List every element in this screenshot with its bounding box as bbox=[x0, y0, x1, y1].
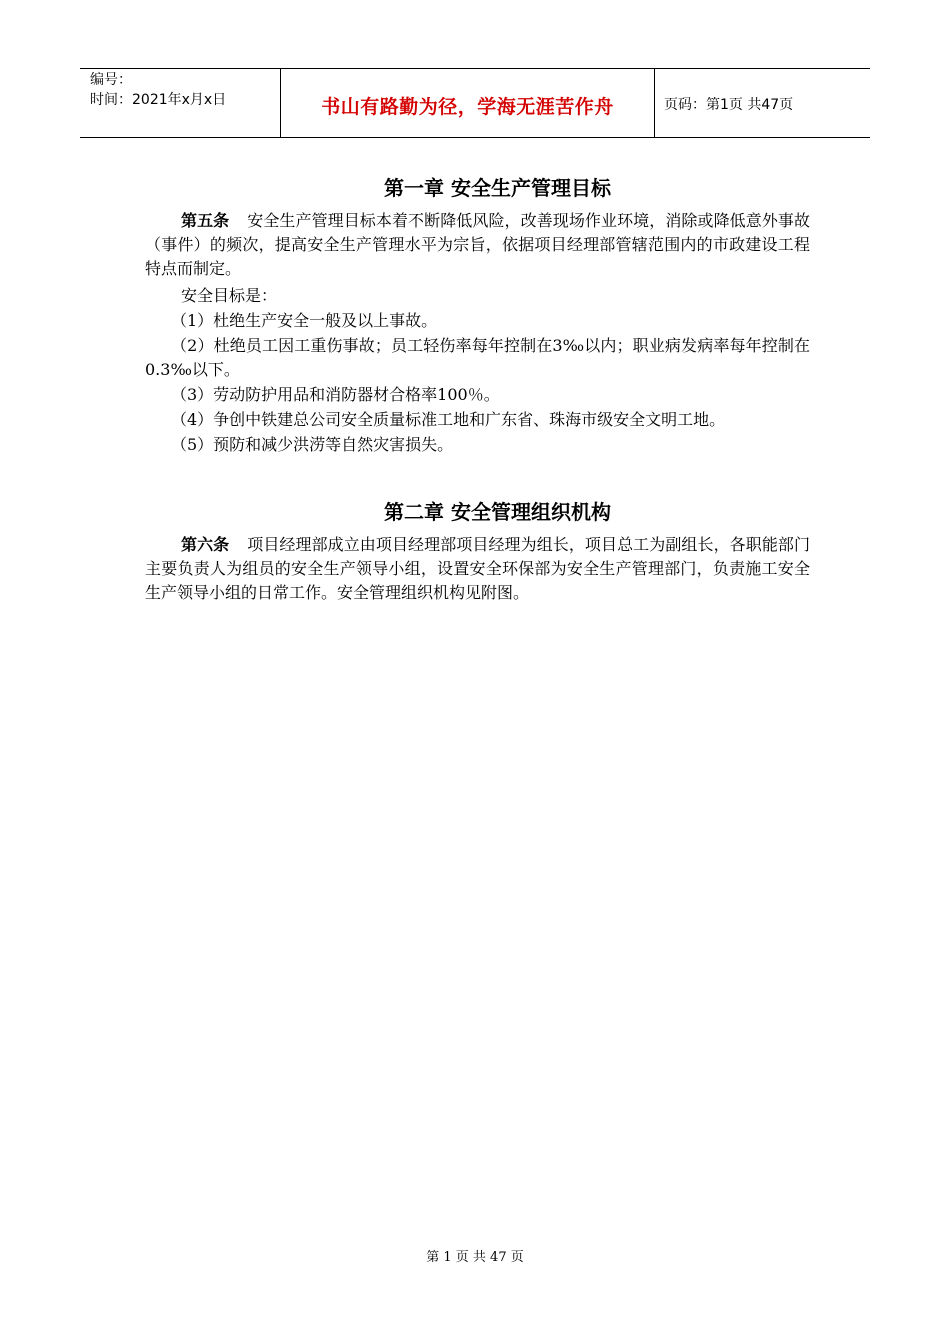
article-6-text: 项目经理部成立由项目经理部项目经理为组长，项目总工为副组长，各职能部门主要负责人为组员的安全生产领导小组，设置安全环保部为安全生产管理部门，负责施工安全生产领导小组的日常工作。安全管理组织机构见附图。 bbox=[145, 535, 810, 602]
page-header bbox=[80, 68, 870, 138]
chapter-2-title: 第二章 安全管理组织机构 bbox=[384, 500, 611, 524]
header-page-cell bbox=[654, 69, 870, 137]
page-footer: 第 1 页 共 47 页 bbox=[426, 1250, 524, 1265]
goal-4: （4）争创中铁建总公司安全质量标准工地和广东省、珠海市级安全文明工地。 bbox=[171, 410, 726, 429]
header-page-info: 页码：第1页 共47页 bbox=[664, 97, 794, 113]
article-5-paragraph bbox=[145, 209, 810, 281]
goal-2: （2）杜绝员工因工重伤事故；员工轻伤率每年控制在3‰以内；职业病发病率每年控制在0.3‰以下。 bbox=[145, 336, 810, 379]
chapter-1-title: 第一章 安全生产管理目标 bbox=[384, 176, 611, 200]
goal-3: （3）劳动防护用品和消防器材合格率100％。 bbox=[171, 385, 500, 404]
header-motto: 书山有路勤为径，学海无涯苦作舟 bbox=[321, 96, 614, 118]
goals-intro: 安全目标是： bbox=[181, 286, 278, 305]
article-5-label: 第五条 bbox=[181, 211, 230, 230]
article-6-paragraph bbox=[145, 533, 810, 605]
header-motto-cell bbox=[280, 69, 655, 137]
article-5-text: 安全生产管理目标本着不断降低风险，改善现场作业环境，消除或降低意外事故（事件）的频次，提高安全生产管理水平为宗旨，依据项目经理部管辖范围内的市政建设工程特点而制定。 bbox=[145, 211, 810, 278]
header-meta-cell bbox=[80, 69, 280, 137]
goal-1: （1）杜绝生产安全一般及以上事故。 bbox=[171, 311, 438, 330]
document-number-label: 编号： bbox=[90, 72, 132, 88]
article-6-label: 第六条 bbox=[181, 535, 230, 554]
document-date: 时间：2021年x月x日 bbox=[90, 92, 227, 108]
goal-5: （5）预防和减少洪涝等自然灾害损失。 bbox=[171, 435, 454, 454]
